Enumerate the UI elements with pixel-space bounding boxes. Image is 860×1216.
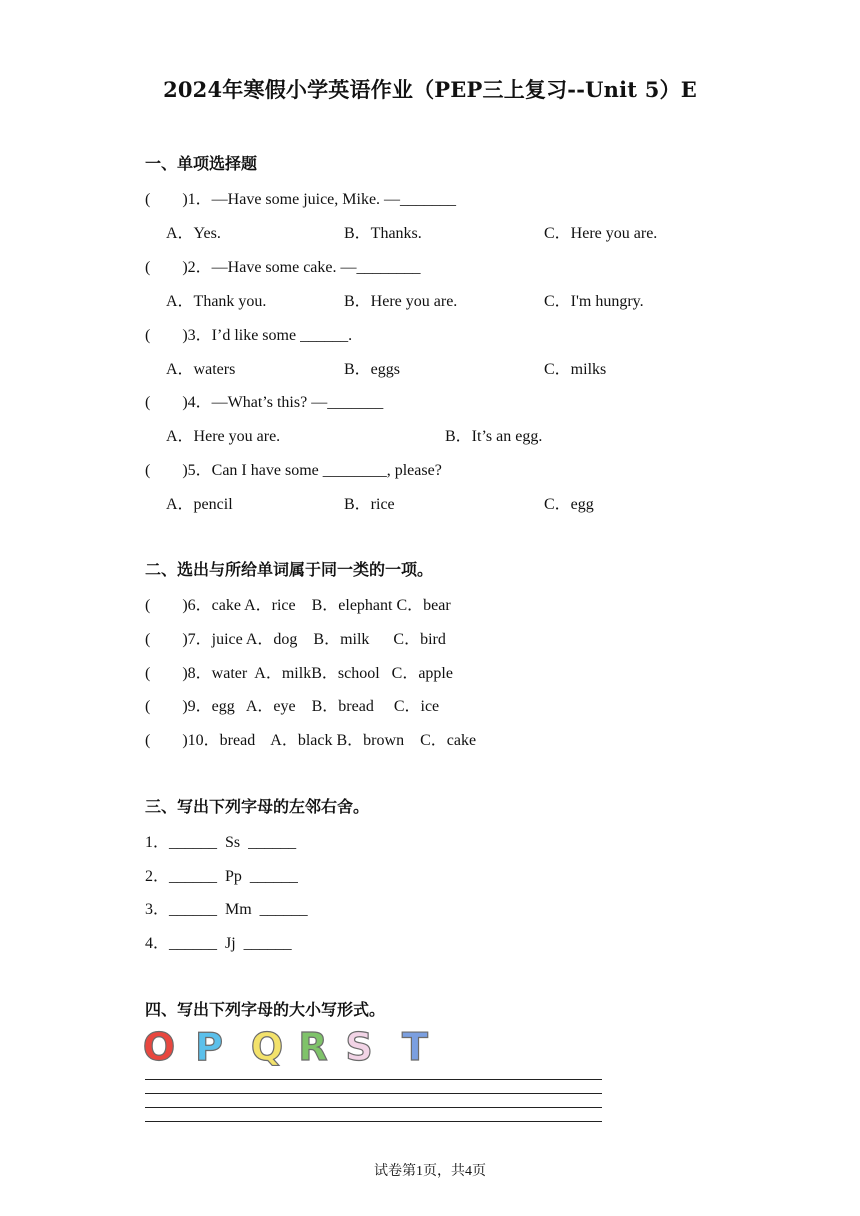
q1-option-b: B．Thanks. bbox=[344, 225, 422, 242]
q2-option-a: A．Thank you. bbox=[166, 293, 267, 310]
cartoon-letter-q: Q bbox=[250, 1026, 284, 1066]
section-4-heading: 四、写出下列字母的大小写形式。 bbox=[145, 1000, 386, 1019]
q3-option-c: C．milks bbox=[544, 361, 607, 378]
writing-line-4 bbox=[145, 1121, 602, 1122]
section-3-heading: 三、写出下列字母的左邻右舍。 bbox=[145, 797, 370, 816]
q4-option-a: A．Here you are. bbox=[166, 428, 281, 445]
q3-option-a: A．waters bbox=[166, 361, 236, 378]
q1-stem: ( )1．—Have some juice, Mike. —_______ bbox=[145, 191, 457, 208]
q1-option-c: C．Here you are. bbox=[544, 225, 658, 242]
letter-neighbors-2: 2．______ Pp ______ bbox=[145, 868, 298, 885]
q7-line: ( )7．juice A．dog B．milk C．bird bbox=[145, 631, 446, 648]
q4-stem: ( )4．—What’s this? —_______ bbox=[145, 394, 384, 411]
q3-option-b: B．eggs bbox=[344, 361, 401, 378]
q4-option-b: B．It’s an egg. bbox=[445, 428, 543, 445]
q2-option-b: B．Here you are. bbox=[344, 293, 458, 310]
letter-neighbors-4: 4．______ Jj ______ bbox=[145, 935, 292, 952]
cartoon-letter-r: R bbox=[298, 1026, 328, 1066]
writing-line-3 bbox=[145, 1107, 602, 1108]
q5-option-c: C．egg bbox=[544, 496, 594, 513]
q3-stem: ( )3．I’d like some ______. bbox=[145, 327, 353, 344]
letter-neighbors-1: 1．______ Ss ______ bbox=[145, 834, 297, 851]
letter-neighbors-3: 3．______ Mm ______ bbox=[145, 901, 308, 918]
q1-option-a: A．Yes. bbox=[166, 225, 221, 242]
q10-line: ( )10．bread A．black B．brown C．cake bbox=[145, 732, 477, 749]
cartoon-letters-image bbox=[143, 1026, 443, 1066]
q2-option-c: C．I'm hungry. bbox=[544, 293, 644, 310]
q6-line: ( )6．cake A．rice B．elephant C．bear bbox=[145, 597, 451, 614]
page-title: 2024年寒假小学英语作业（PEP三上复习--Unit 5）E bbox=[163, 77, 697, 102]
q5-stem: ( )5．Can I have some ________, please? bbox=[145, 462, 442, 479]
cartoon-letter-t: T bbox=[402, 1026, 428, 1066]
q9-line: ( )9．egg A．eye B．bread C．ice bbox=[145, 698, 440, 715]
section-2-heading: 二、选出与所给单词属于同一类的一项。 bbox=[145, 560, 434, 579]
q5-option-b: B．rice bbox=[344, 496, 395, 513]
cartoon-letter-s: S bbox=[345, 1026, 373, 1066]
q5-option-a: A．pencil bbox=[166, 496, 233, 513]
cartoon-letter-o: O bbox=[143, 1026, 176, 1066]
writing-line-2 bbox=[145, 1093, 602, 1094]
page-footer: 试卷第1页，共4页 bbox=[374, 1164, 486, 1179]
writing-line-1 bbox=[145, 1079, 602, 1080]
q8-line: ( )8．water A．milkB．school C．apple bbox=[145, 665, 453, 682]
cartoon-letter-p: P bbox=[195, 1026, 223, 1066]
q2-stem: ( )2．—Have some cake. —________ bbox=[145, 259, 421, 276]
section-1-heading: 一、单项选择题 bbox=[145, 154, 258, 173]
